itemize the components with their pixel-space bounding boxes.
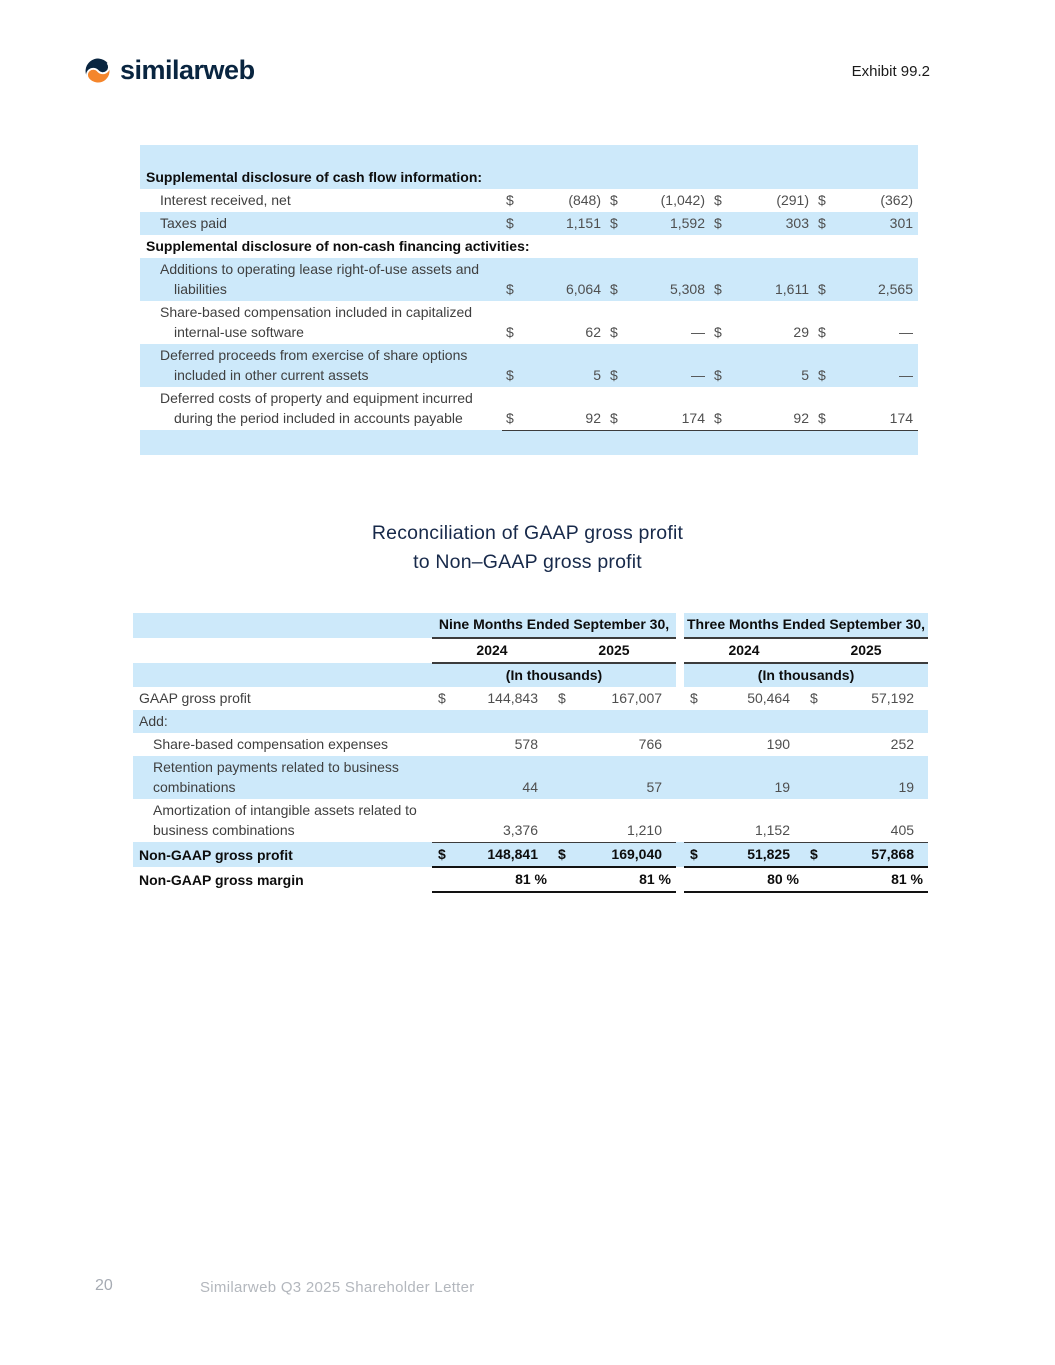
- value-cell: [684, 687, 804, 710]
- units-row: [133, 663, 928, 687]
- value-cell: [710, 258, 814, 301]
- row-label: Interest received, net: [140, 189, 502, 212]
- value-cell: 81 %: [804, 867, 928, 892]
- value: 169,040: [611, 845, 663, 862]
- currency-symbol: $: [438, 845, 446, 862]
- value: 57,868: [871, 845, 915, 862]
- currency-symbol: $: [610, 215, 618, 231]
- value: 1,592: [669, 215, 705, 231]
- value: 50,464: [747, 690, 791, 706]
- column-gap: [676, 710, 684, 733]
- table-row: [140, 258, 918, 301]
- column-gap: [676, 799, 684, 842]
- value-cell: [684, 842, 804, 867]
- total-row: [133, 867, 928, 892]
- section-label: Supplemental disclosure of cash flow information:: [140, 166, 918, 189]
- value: (848): [568, 192, 601, 208]
- value-cell: [502, 212, 606, 235]
- currency-symbol: $: [818, 281, 826, 297]
- value: 5,308: [669, 281, 705, 297]
- column-gap: [676, 638, 684, 663]
- row-label: Deferred costs of property and equipment incurred during the period included in accounts payable: [140, 387, 502, 430]
- value-cell: [502, 301, 606, 344]
- row-label: Additions to operating lease right-of-use assets and liabilities: [140, 258, 502, 301]
- value: —: [899, 367, 914, 383]
- value: 174: [889, 409, 914, 426]
- value: (362): [880, 192, 914, 208]
- currency-symbol: $: [714, 192, 722, 208]
- value: 62: [585, 324, 601, 340]
- value-cell: 19: [684, 756, 804, 799]
- value: (291): [776, 192, 809, 208]
- currency-symbol: $: [690, 845, 698, 862]
- table-row: [133, 756, 928, 799]
- value-cell: [710, 301, 814, 344]
- value-cell: 57: [552, 756, 676, 799]
- value-cell: 19: [804, 756, 928, 799]
- value-cell: [814, 212, 918, 235]
- value: 57,192: [871, 690, 915, 706]
- value-cell: 1,210: [552, 799, 676, 842]
- value-cell: [814, 344, 918, 387]
- column-gap: [676, 756, 684, 799]
- value-cell: [814, 189, 918, 212]
- value-cell: [502, 258, 606, 301]
- value-cell: [710, 344, 814, 387]
- table-row: [133, 687, 928, 710]
- cash-flow-disclosure-table: [140, 145, 918, 455]
- value: 51,825: [747, 845, 791, 862]
- value: 174: [681, 409, 705, 426]
- empty-cell: [133, 663, 432, 687]
- value: —: [899, 324, 914, 340]
- value-cell: [814, 387, 918, 430]
- value-cell: [502, 387, 606, 430]
- empty-cell: [133, 613, 432, 638]
- table-row: [140, 301, 918, 344]
- value-cell: [552, 710, 676, 733]
- currency-symbol: $: [818, 367, 826, 383]
- column-gap: [676, 613, 684, 638]
- section-label: Supplemental disclosure of non-cash financing activities:: [140, 235, 918, 258]
- value: —: [691, 367, 705, 383]
- currency-symbol: $: [714, 215, 722, 231]
- year-header: 2024: [432, 638, 552, 663]
- column-gap: [676, 663, 684, 687]
- currency-symbol: $: [714, 281, 722, 297]
- value: 29: [793, 324, 809, 340]
- currency-symbol: $: [610, 409, 618, 426]
- table-row: [140, 189, 918, 212]
- section-title-line1: Reconciliation of GAAP gross profit: [371, 522, 684, 544]
- value: 92: [585, 409, 601, 426]
- table-row: [133, 710, 928, 733]
- currency-symbol: $: [714, 409, 722, 426]
- value-cell: [432, 710, 552, 733]
- spacer-cell: [140, 430, 918, 455]
- currency-symbol: $: [610, 367, 618, 383]
- section-title: [0, 519, 1055, 577]
- value-cell: 766: [552, 733, 676, 756]
- value-cell: 405: [804, 799, 928, 842]
- value-cell: [804, 842, 928, 867]
- value-cell: 1,152: [684, 799, 804, 842]
- column-group-label: Nine Months Ended September 30,: [432, 613, 676, 638]
- table-row: [133, 733, 928, 756]
- currency-symbol: $: [506, 367, 514, 383]
- row-label: Share-based compensation expenses: [133, 733, 432, 756]
- currency-symbol: $: [818, 324, 826, 340]
- similarweb-logo-icon: [84, 57, 112, 85]
- column-gap: [676, 867, 684, 892]
- currency-symbol: $: [714, 324, 722, 340]
- currency-symbol: $: [506, 215, 514, 231]
- table-spacer-row: [140, 430, 918, 455]
- value-cell: [606, 387, 710, 430]
- value: 2,565: [877, 281, 914, 297]
- currency-symbol: $: [818, 409, 826, 426]
- value-cell: [684, 710, 804, 733]
- year-header: 2024: [684, 638, 804, 663]
- value: 1,611: [775, 281, 809, 297]
- value-cell: [606, 258, 710, 301]
- value-cell: [804, 710, 928, 733]
- value-cell: [606, 344, 710, 387]
- value-cell: 252: [804, 733, 928, 756]
- value: 144,843: [487, 690, 538, 706]
- row-label: Share-based compensation included in capitalized internal-use software: [140, 301, 502, 344]
- column-gap: [676, 687, 684, 710]
- currency-symbol: $: [714, 367, 722, 383]
- year-header: 2025: [804, 638, 928, 663]
- value-cell: [804, 687, 928, 710]
- table-row: [133, 799, 928, 842]
- value-cell: [606, 212, 710, 235]
- currency-symbol: $: [506, 324, 514, 340]
- value: 92: [793, 409, 809, 426]
- value: 167,007: [611, 690, 663, 706]
- footer-text: Similarweb Q3 2025 Shareholder Letter: [200, 1279, 475, 1296]
- currency-symbol: $: [506, 281, 514, 297]
- value: 301: [889, 215, 914, 231]
- currency-symbol: $: [810, 845, 818, 862]
- currency-symbol: $: [610, 281, 618, 297]
- value: 6,064: [565, 281, 601, 297]
- value-cell: [502, 344, 606, 387]
- currency-symbol: $: [690, 690, 698, 706]
- year-header-row: [133, 638, 928, 663]
- page-number: 20: [95, 1277, 113, 1294]
- currency-symbol: $: [810, 690, 818, 706]
- value: —: [691, 324, 705, 340]
- column-gap: [676, 733, 684, 756]
- table-row: [140, 344, 918, 387]
- currency-symbol: $: [610, 324, 618, 340]
- value-cell: 81 %: [552, 867, 676, 892]
- table-section-row: [140, 166, 918, 189]
- value-cell: 578: [432, 733, 552, 756]
- row-label: Add:: [133, 710, 432, 733]
- value: (1,042): [660, 192, 705, 208]
- row-label: Deferred proceeds from exercise of share options included in other current assets: [140, 344, 502, 387]
- section-title-line2: to Non–GAAP gross profit: [413, 551, 642, 573]
- spacer-cell: [140, 145, 918, 166]
- table-section-row: [140, 235, 918, 258]
- value-cell: [814, 258, 918, 301]
- value: 5: [593, 367, 601, 383]
- value-cell: [710, 387, 814, 430]
- currency-symbol: $: [818, 192, 826, 208]
- table-row: [140, 212, 918, 235]
- value-cell: [606, 301, 710, 344]
- currency-symbol: $: [558, 845, 566, 862]
- value-cell: 81 %: [432, 867, 552, 892]
- currency-symbol: $: [558, 690, 566, 706]
- units-label: (In thousands): [432, 663, 676, 687]
- currency-symbol: $: [506, 409, 514, 426]
- value-cell: [710, 189, 814, 212]
- row-label: Non-GAAP gross margin: [133, 867, 432, 892]
- logo-wordmark: similarweb: [120, 55, 255, 85]
- value-cell: [502, 189, 606, 212]
- value-cell: [710, 212, 814, 235]
- value-cell: [432, 842, 552, 867]
- empty-cell: [133, 638, 432, 663]
- value: 1,151: [565, 215, 601, 231]
- value-cell: [814, 301, 918, 344]
- row-label: Non-GAAP gross profit: [133, 842, 432, 867]
- row-label: Retention payments related to business combinations: [133, 756, 432, 799]
- row-label: GAAP gross profit: [133, 687, 432, 710]
- total-row: [133, 842, 928, 867]
- value-cell: [432, 687, 552, 710]
- exhibit-label: Exhibit 99.2: [851, 63, 930, 80]
- similarweb-logo: [84, 55, 255, 86]
- table-spacer-row: [140, 145, 918, 166]
- column-group-header-row: [133, 613, 928, 638]
- value-cell: 190: [684, 733, 804, 756]
- value-cell: 80 %: [684, 867, 804, 892]
- row-label: Taxes paid: [140, 212, 502, 235]
- value-cell: [606, 189, 710, 212]
- currency-symbol: $: [818, 215, 826, 231]
- value-cell: [552, 842, 676, 867]
- value-cell: 3,376: [432, 799, 552, 842]
- value: 5: [801, 367, 809, 383]
- year-header: 2025: [552, 638, 676, 663]
- currency-symbol: $: [506, 192, 514, 208]
- currency-symbol: $: [610, 192, 618, 208]
- units-label: (In thousands): [684, 663, 928, 687]
- column-group-label: Three Months Ended September 30,: [684, 613, 928, 638]
- table-row: [140, 387, 918, 430]
- value: 148,841: [487, 845, 538, 862]
- value-cell: [552, 687, 676, 710]
- column-gap: [676, 842, 684, 867]
- gaap-reconciliation-table: [133, 613, 928, 893]
- row-label: Amortization of intangible assets related to business combinations: [133, 799, 432, 842]
- value-cell: 44: [432, 756, 552, 799]
- value: 303: [785, 215, 809, 231]
- currency-symbol: $: [438, 690, 446, 706]
